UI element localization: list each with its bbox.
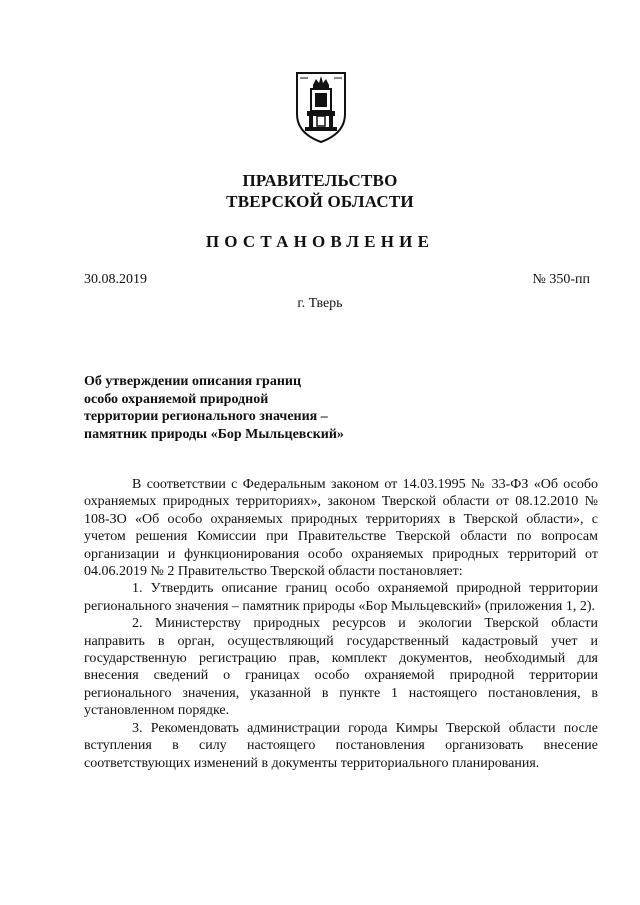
document-date: 30.08.2019 [84,272,147,287]
document-body [84,476,598,772]
resolution-item-1: 1. Утвердить описание границ особо охраняемой природной территории регионального значения – памятник природы «Бор Мыльцевский» (приложения 1, 2). [84,581,598,614]
document-type: ПОСТАНОВЛЕНИЕ [205,232,435,251]
document-number: № 350-пп [532,272,590,287]
subject-line: территории регионального значения – [84,409,328,424]
subject-line: Об утверждении описания границ [84,374,302,389]
preamble-paragraph: В соответствии с Федеральным законом от 14.03.1995 № 33-ФЗ «Об особо охраняемых природных территориях», законом Тверской области от 08.12.2010 № 108-ЗО «Об особо охраняемых природных территориях в Тверской области», с учетом решения Комиссии при Правительстве Тверской области по вопросам организации и функционирования особо охраняемых природных территорий от 04.06.2019 № 2 Правительство Тверской области постановляет: [84,477,598,580]
subject-line: особо охраняемой природной [84,391,269,407]
subject-line: памятник природы «Бор Мыльцевский» [84,426,344,442]
document-subject [84,373,404,443]
document-city: г. Тверь [297,296,343,311]
government-name-line1: ПРАВИТЕЛЬСТВО [242,171,398,190]
government-name-line2: ТВЕРСКОЙ ОБЛАСТИ [226,192,414,211]
resolution-item-3: 3. Рекомендовать администрации города Кимры Тверской области после вступления в силу настоящего постановления организовать внесение соответствующих изменений в документы территориального планирования. [84,720,598,771]
coat-of-arms-icon [294,70,348,144]
resolution-item-2: 2. Министерству природных ресурсов и экологии Тверской области направить в орган, осуществляющий государственный кадастровый учет и государственную регистрацию прав, комплект документов, необходимый для внесения сведений о границах особо охраняемой природной территории регионального значения, указанной в пункте 1 настоящего постановления, в установленном порядке. [84,616,598,719]
